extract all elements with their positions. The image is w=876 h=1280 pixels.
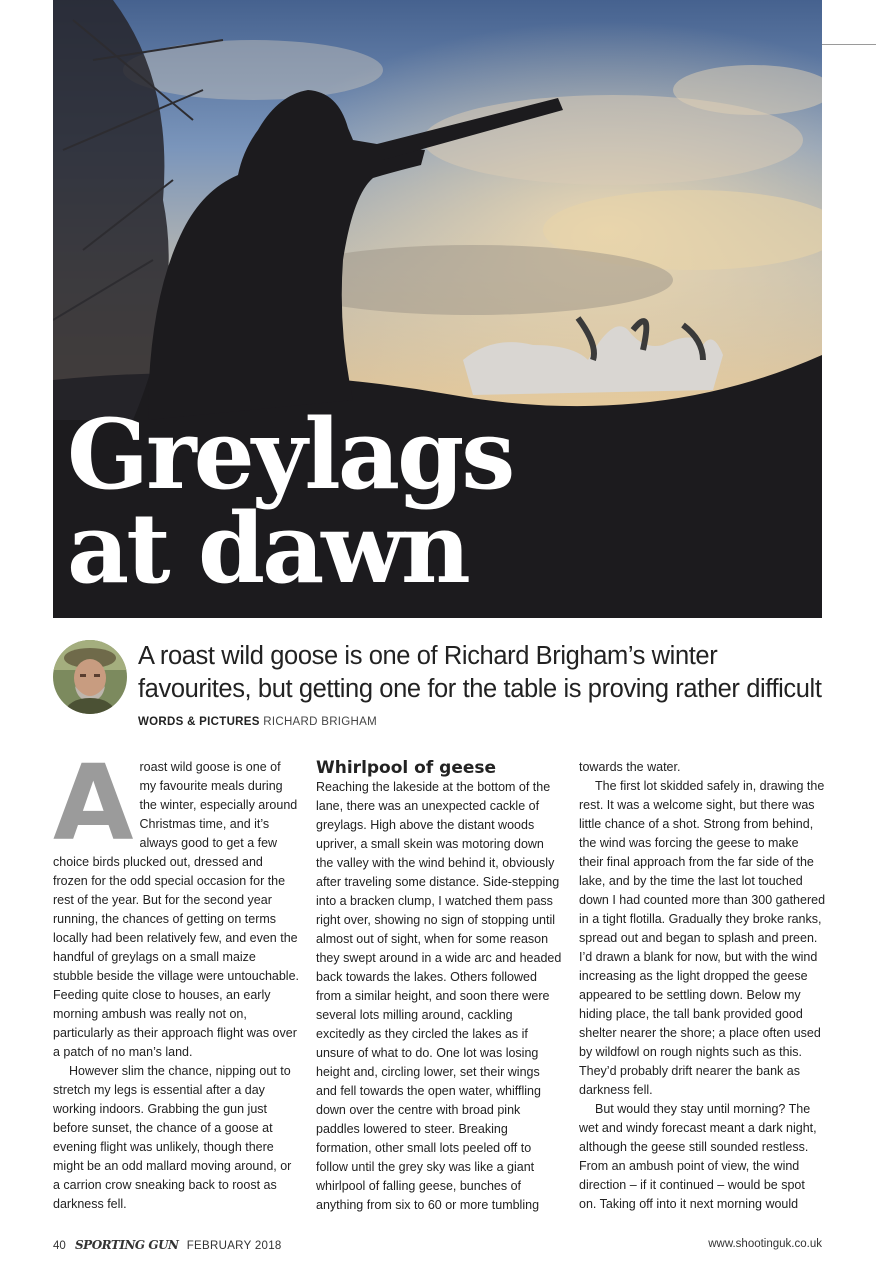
page-footer (53, 1238, 822, 1252)
paragraph: But would they stay until morning? The wet and windy forecast meant a dark night, although the geese still sounded restless. From an ambush point of view, the wind direction – if it continued – would be spot on. Taking off into it next morning would (579, 1102, 817, 1211)
paragraph: towards the water. (579, 760, 681, 774)
article-column-2 (316, 758, 562, 1215)
article-column-3 (579, 758, 825, 1214)
section-subhead: Whirlpool of geese (316, 758, 497, 778)
paragraph: However slim the chance, nipping out to stretch my legs is essential after a day working indoors. Grabbing the gun just before sunset, the chance of a goose at evening flight was unlikely, though there might be an odd mallard moving around, or a carrion crow sneaking back to roost as darkness fell. (53, 1064, 292, 1211)
headline-line-1: Greylags (67, 398, 513, 511)
headline-line-2: at dawn (67, 492, 468, 605)
paragraph: The first lot skidded safely in, drawing the rest. It was a welcome sight, but there was little chance of a shot. Strong from behind, the wind was forcing the geese to make their final approach from the far side of the lake, and by the time the last lot touched down I had counted more than 300 gathered in a tight flotilla. Gradually they broke ranks, spread out and began to splash and preen. I’d drawn a blank for now, but with the wind increasing as the light dropped the geese appeared to be settling down. Below my hiding place, the tall bank provided good shelter nearer the shore; a place often used by wildfowl on rough nights such as this. They’d probably drift nearer the bank as darkness fell. (579, 779, 826, 1097)
standfirst: A roast wild goose is one of Richard Brigham’s winter favourites, but getting one for the table is proving rather difficult (138, 642, 822, 703)
hero-photo (53, 0, 822, 618)
byline-label: WORDS & PICTURES (138, 716, 260, 728)
page-number: 40 (53, 1240, 66, 1252)
magazine-name: SPORTING GUN (75, 1238, 179, 1252)
corner-rule (822, 44, 876, 45)
article-column-1 (53, 742, 300, 1214)
byline (138, 716, 377, 728)
paragraph: Reaching the lakeside at the bottom of the lane, there was an unexpected cackle of greylags. High above the distant woods upriver, a small skein was motoring down the valley with the wind behind it, obviously after traveling some distance. Side-stepping into a bracken clump, I watched them pass right over, showing no sign of stopping until almost out of sight, when for some reason they swept around in a wide arc and headed back towards the lakes. Others followed from a similar height, and soon there were several lots milling around, cackling excitedly as they circled the lakes as if unsure of what to do. One lot was losing height and, circling lower, set their wings and fell towards the open water, whiffling down over the centre with broad pink paddles lowered to steer. Breaking formation, other small lots peeled off to follow until the grey sky was like a giant whirlpool of falling geese, bunches of anything from six to 60 or more tumbling (316, 780, 562, 1212)
author-portrait-photo (53, 640, 127, 714)
paragraph: roast wild goose is one of my favourite meals during the winter, especially around Christmas time, and it’s always good to get a few choice birds plucked out, dressed and frozen for the odd special occasion for the rest of the year. But for the second year running, the chances of getting on terms locally had been relatively few, and even the handful of greylags on a small maize stubble beside the village were untouchable. Feeding quite close to houses, an early morning ambush was really not on, particularly as their approach flight was over a patch of no man’s land. (53, 760, 300, 1059)
drop-cap: A (53, 742, 134, 864)
byline-author: RICHARD BRIGHAM (263, 716, 377, 728)
author-avatar (53, 640, 127, 714)
website-url: www.shootinguk.co.uk (708, 1238, 822, 1250)
article-headline (67, 398, 513, 605)
issue-date: FEBRUARY 2018 (186, 1240, 282, 1252)
